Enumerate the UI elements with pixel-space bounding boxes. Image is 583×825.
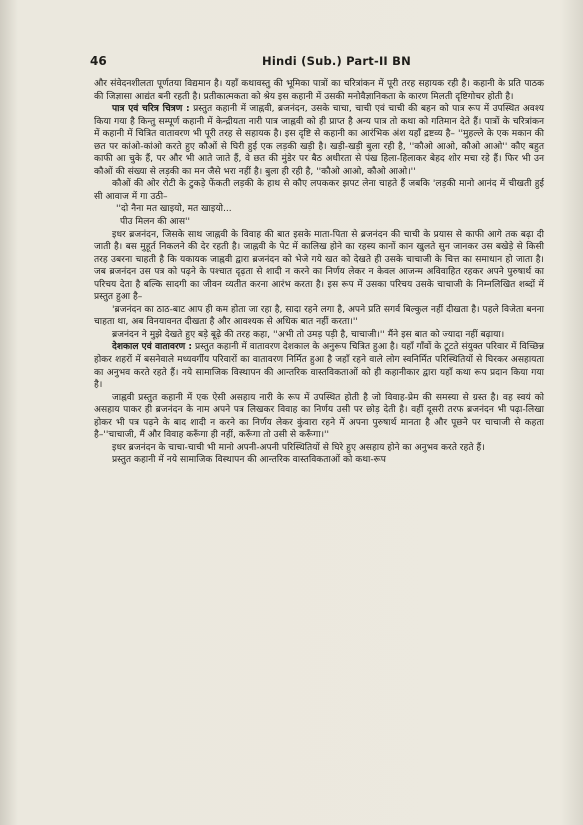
paragraph-crows: कौओं की ओर रोटी के टुकड़े फेंकती लड़की के हाथ से कौए लपककर झपट लेना चाहते हैं जबकि 'लड़की मानो आनंद में चीखती हुई सी आवाज में गा उठी–	[94, 179, 544, 202]
section-heading-characters: पात्र एवं चरित्र चित्रण :	[112, 104, 190, 115]
song-quote	[94, 203, 544, 228]
page-body	[94, 78, 544, 467]
paragraph-text: प्रस्तुत कहानी में वातावरण देशकाल के अनुरूप चित्रित हुआ है। यहाँ गाँवों के टूटते संयुक्त परिवार में विच्छिन्न होकर शहरों में बसनेवाले मध्यवर्गीय परिवारों का वातावरण निर्मित हुआ है जहाँ रहने वाले लोग स्वनिर्मित परिस्थितियों से घिरकर असहायता का अनुभव करते रहते हैं। नये सामाजिक विस्थापन की आन्तरिक वास्तविकताओं को ही कहानीकार द्वारा यहाँ कथा रूप प्रदान किया गया है।	[94, 342, 544, 391]
paragraph-jahnavi: जाह्नवी प्रस्तुत कहानी में एक ऐसी असहाय नारी के रूप में उपस्थित होती है जो विवाह-प्रेम की समस्या से ग्रस्त है। वह स्वयं को असहाय पाकर ही ब्रजनंदन के नाम अपने पत्र लिखकर विवाह का निर्णय उसी पर छोड़ देती है। वहीं दूसरी तरफ ब्रजनंदन भी पढ़ा-लिखा होकर भी पत्र पढ़ने के बाद शादी न करने का निर्णय लेकर कुंवारा रहने में अपना पुरुषार्थ मानता है और पूछने पर चाचाजी से कहता है–''चाचाजी, मैं और विवाह करूँगा ही नहीं, करूँगा तो उसी से करूँगा।''	[94, 392, 544, 441]
paragraph-setting	[94, 341, 544, 391]
paragraph-intro: और संवेदनशीलता पूर्णतया विद्यमान है। यहाँ कथावस्तु की भूमिका पात्रों का चरित्रांकन में पूरी तरह सहायक रही है। कहानी के प्रति पाठक की जिज्ञासा आद्यंत बनी रहती है। प्रतीकात्मकता को श्रेय इस कहानी में उसकी मनोवैज्ञानिकता के कारण मिलती दृष्टिगोचर होती है।	[94, 79, 544, 102]
paragraph-text: प्रस्तुत कहानी में जाह्नवी, ब्रजनंदन, उसके चाचा, चाची एवं चाची की बहन को पात्र रूप में उपस्थित अवश्य किया गया है किन्तु सम्पूर्ण कहानी में केन्द्रीयता नारी पात्र जाह्नवी को ही प्राप्त है अन्य पात्र तो कथा को गतिमान देते हैं। पात्रों के चरित्रांकन में कहानी में चित्रित वातावरण भी पूरी तरह से सहायक है। इस दृष्टि से कहानी का आरंभिक अंश यहाँ द्रष्टव्य है– ''मुहल्ले के एक मकान की छत पर कांओ-कांओ करते हुए कौओं से घिरी हुई एक लड़की खड़ी है। खड़ी-खड़ी बुला रही है, ''कौओ आओ, कौओ आओ'' कौए बहुत काफी आ चुके हैं, पर और भी आते जाते हैं, वे छत की मुंडेर पर बैठ अधीरता से पंख हिला-हिलाकर बेहद शोर मचा रहे हैं। फिर भी उन कौओं की संख्या से लड़की का मन जैसे भरा नहीं है। बुला ही रही है, ''कौओ आओ, कौओ आओ।''	[94, 104, 545, 177]
section-heading-setting: देशकाल एवं वातावरण :	[112, 342, 193, 353]
paragraph-dialogue: ब्रजनंदन ने मुझे देखते हुए बड़े बूढ़े की तरह कहा, ''अभी तो उमड़ पड़ी है, चाचाजी।'' मैंने इस बात को ज्यादा नहीं बढ़ाया।	[112, 329, 505, 340]
paragraph-brajnandan: इधर ब्रजनंदन, जिसके साथ जाह्नवी के विवाह की बात इसके माता-पिता से ब्रजनंदन की चाची के प्रयास से काफी आगे तक बढ़ा दी जाती है। बस मुहूर्त निकलने की देर रहती है। जाह्नवी के पेट में कालिख होने का रहस्य कानों कान खुलते सुन जानकर उस बखेड़े से किसी तरह उबरना चाहती है कि यकायक जाह्नवी द्वारा ब्रजनंदन को भेजे गये खत को देखते ही उसके चाचाजी के चित्त का समाधान हो जाता है। जब ब्रजनंदन उस पत्र को पढ़ने के पश्चात दृढ़ता से शादी न करने का निर्णय लेकर न केवल आजन्म अविवाहित रहकर अपने पुरुषार्थ का परिचय देता है बल्कि सादगी का जीवन व्यतीत करना आरंभ करता है। इस रूप में उसका परिचय उसके चाचाजी के निम्नलिखित शब्दों में प्रस्तुत हुआ है–	[94, 229, 544, 303]
running-head: Hindi (Sub.) Part-II BN	[262, 54, 411, 68]
paragraph-closing: प्रस्तुत कहानी में नये सामाजिक विस्थापन की आन्तरिक वास्तविकताओं को कथा-रूप	[112, 455, 386, 466]
paragraph-uncle-quote: 'ब्रजनंदन का ठाठ-बाट आप ही कम होता जा रहा है, सादा रहने लगा है, अपने प्रति सगर्व बिल्कुल नहीं दीखता है। पहले विजेता बनना चाहता था, अब विनयावनत दीखता है और आवश्यक से अधिक बात नहीं करता।''	[94, 304, 544, 328]
quote-line: पीउ मिलन की आस''	[120, 217, 190, 228]
paragraph-uncle-aunt: इधर ब्रजनंदन के चाचा-चाची भी मानो अपनी-अपनी परिस्थितियों से घिरे हुए असहाय होने का अनुभव करते रहते हैं।	[112, 442, 485, 453]
page-number: 46	[90, 54, 107, 68]
paragraph-characters	[94, 103, 544, 178]
quote-line: ''दो नैना मत खाइयो, मत खाइयो...	[116, 204, 232, 215]
